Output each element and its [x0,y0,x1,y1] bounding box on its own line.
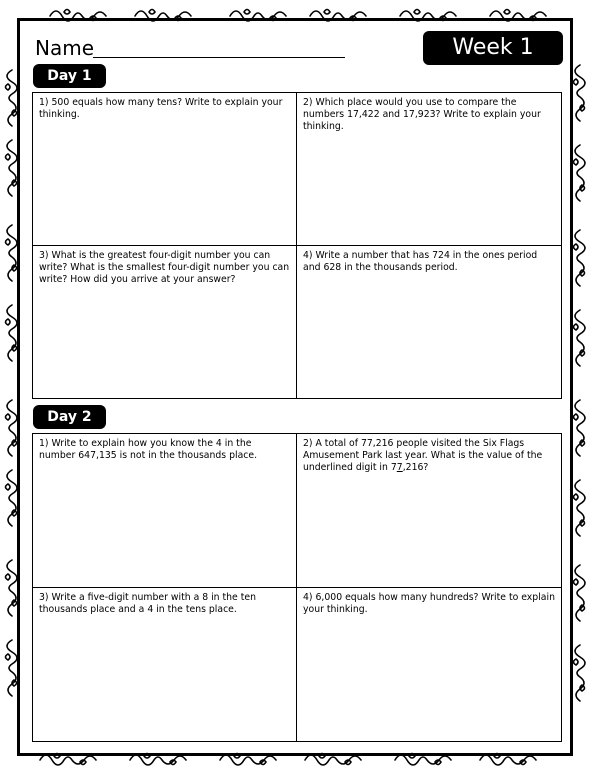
question-text: 3) What is the greatest four-digit number you can write? What is the smallest four-digit number you can write? How did you arrive at your answer? [39,249,290,285]
swirl-flourish-icon [574,230,586,286]
question-text: 1) Write to explain how you know the 4 in the number 647,135 is not in the thousands place. [39,438,258,461]
swirl-flourish-icon [574,65,586,121]
day-1-tab: Day 1 [33,64,106,88]
question-text-part: ,216? [402,462,429,473]
swirl-flourish-icon [6,140,18,196]
day-2-question-grid [32,433,562,742]
question-text: 3) Write a five-digit number with a 8 in the ten thousands place and a 4 in the tens place. [39,591,256,615]
swirl-flourish-icon [6,400,18,456]
swirl-flourish-icon [6,225,18,281]
day-2-tab: Day 2 [33,405,106,429]
swirl-flourish-icon [6,470,18,526]
question-box[interactable] [33,434,297,588]
swirl-flourish-icon [574,565,586,621]
question-box[interactable] [33,93,297,246]
swirl-flourish-icon [574,400,586,456]
swirl-flourish-icon [574,645,586,701]
question-text-part: 2) A total of 77,216 people visited the Six Flags Amusement Park last year. What is the value of the underlined digit in 7 [303,438,543,473]
question-box[interactable] [297,93,561,246]
swirl-flourish-icon [574,480,586,536]
question-box[interactable] [297,246,561,399]
swirl-flourish-icon [6,560,18,616]
swirl-flourish-icon [6,640,18,696]
question-box[interactable] [297,434,561,588]
question-text: 4) 6,000 equals how many hundreds? Write to explain your thinking. [303,591,555,615]
question-text: 2) Which place would you use to compare the numbers 17,422 and 17,923? Write to explain your thinking. [303,97,541,132]
question-box[interactable] [297,588,561,742]
day-1-question-grid [32,92,562,399]
swirl-flourish-icon [574,310,586,366]
question-text: 1) 500 equals how many tens? Write to explain your thinking. [39,97,283,120]
name-write-line[interactable] [93,57,345,58]
swirl-flourish-icon [6,305,18,361]
week-badge: Week 1 [423,31,563,65]
swirl-flourish-icon [574,145,586,201]
swirl-flourish-icon [6,70,18,126]
question-box[interactable] [33,588,297,742]
question-text: 4) Write a number that has 724 in the ones period and 628 in the thousands period. [303,249,538,273]
name-label: Name [35,36,95,60]
underlined-digit: 7 [396,462,403,473]
question-box[interactable] [33,246,297,399]
